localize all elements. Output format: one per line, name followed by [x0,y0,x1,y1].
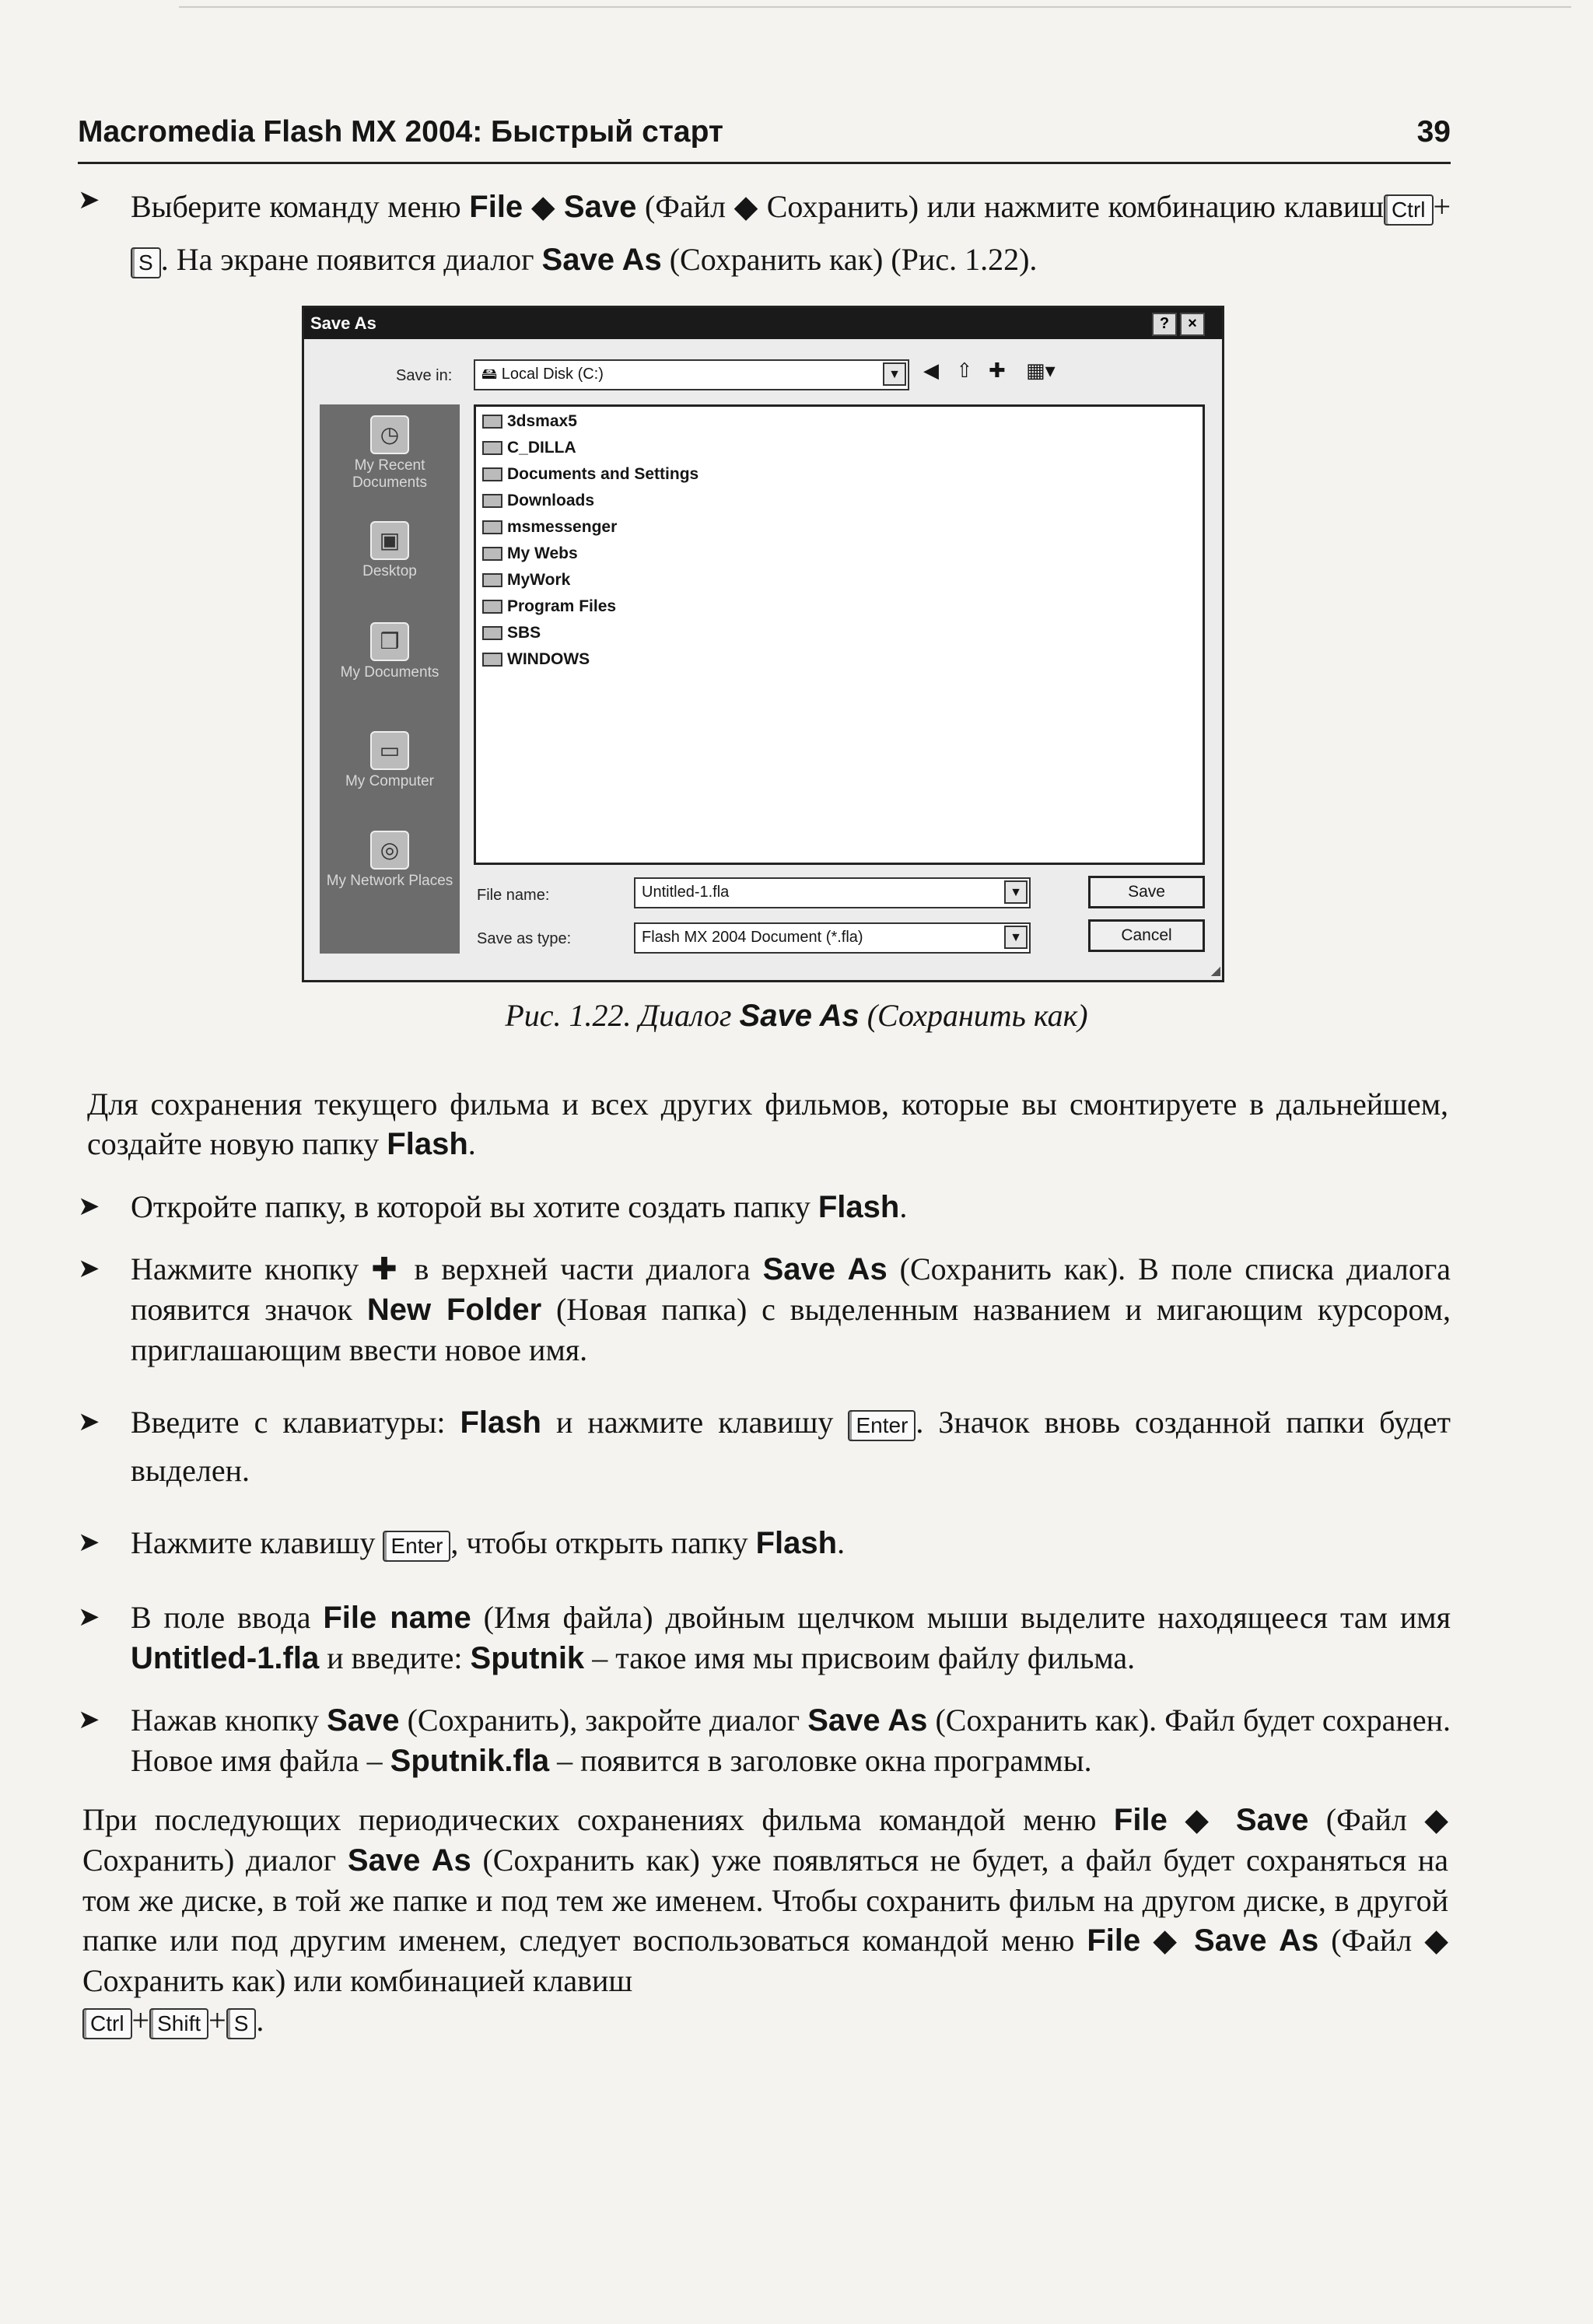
bullet-arrow-icon: ➤ [78,186,100,215]
place-my-computer[interactable]: ▭ My Computer [320,731,460,790]
folder-icon [482,441,502,455]
back-icon[interactable]: ◀ [923,359,939,382]
save-type-label: Save as type: [477,930,572,947]
recent-documents-icon: ◷ [370,415,409,454]
intro-bullet [78,180,1451,277]
file-list[interactable] [474,404,1205,865]
list-item[interactable]: 3dsmax5 [482,410,577,433]
diamond-icon: ◆ [1424,1802,1449,1837]
list-item[interactable]: Documents and Settings [482,463,698,486]
page-header [78,115,1451,164]
bullet-text: В поле ввода File name (Имя файла) двойным щелчком мыши выделите находящееся там имя Untitled-1.fla и введите: Sputnik – такое имя мы присвоим файлу фильма. [131,1600,1451,1675]
save-as-dialog [302,306,1224,982]
folder-icon [482,415,502,429]
bullet-text: Введите с клавиатуры: Flash и нажмите клавишу Enter . Значок вновь созданной папки будет выделен. [131,1405,1451,1488]
chevron-down-icon[interactable]: ▼ [1004,926,1028,949]
folder-icon [482,626,502,640]
list-item[interactable]: C_DILLA [482,436,576,460]
folder-icon [482,600,502,614]
intro-bullet-text: Выберите команду меню File ◆ Save (Файл ◆ Сохранить) или нажмите комбинацию клавиш Ctrl +S . На экране появится диалог Save As (Сохранить как) (Рис. 1.22). [131,189,1451,277]
bullet-arrow-icon: ➤ [78,1528,100,1557]
cancel-button[interactable]: Cancel [1088,919,1205,952]
list-item[interactable]: MyWork [482,569,570,592]
diamond-icon: ◆ [1185,1802,1219,1837]
diamond-icon: ◆ [1424,1923,1449,1958]
list-item[interactable]: Downloads [482,489,594,513]
diamond-icon: ◆ [733,189,759,224]
place-desktop[interactable]: ▣ Desktop [320,521,460,580]
page-number: 39 [1416,115,1451,149]
key-shift: Shift [149,2008,208,2039]
folder-icon [482,520,502,534]
desktop-icon: ▣ [370,521,409,560]
key-enter: Enter [848,1410,916,1441]
key-ctrl: Ctrl [1384,194,1434,226]
save-button[interactable]: Save [1088,876,1205,908]
bullet-arrow-icon: ➤ [78,1408,100,1437]
new-folder-icon: ✚ [371,1251,402,1286]
chevron-down-icon[interactable]: ▼ [883,362,906,386]
paragraph-1: Для сохранения текущего фильма и всех других фильмов, которые вы смонтируете в дальнейшем, создайте новую папку Flash. [87,1087,1448,1161]
bullet-arrow-icon: ➤ [78,1192,100,1221]
figure-caption: Рис. 1.22. Диалог Save As (Сохранить как) [505,998,1088,1033]
bullet-arrow-icon: ➤ [78,1255,100,1283]
bullet-text: Откройте папку, в которой вы хотите создать папку Flash. [131,1189,908,1224]
running-title: Macromedia Flash MX 2004: Быстрый старт [78,115,723,149]
view-menu-icon[interactable]: ▦▾ [1026,359,1056,382]
dialog-titlebar [304,308,1222,339]
drive-icon: 🖴 [481,366,502,383]
save-in-label: Save in: [396,367,453,384]
bullet-text: Нажав кнопку Save (Сохранить), закройте диалог Save As (Сохранить как). Файл будет сохранен. Новое имя файла – Sputnik.fla – появится в заголовке окна программы. [131,1703,1451,1778]
place-recent[interactable]: ◷ My Recent Documents [320,415,460,492]
bullet-text: Нажмите клавишу Enter , чтобы открыть папку Flash. [131,1525,846,1560]
resize-grip-icon[interactable]: ◢ [1210,964,1220,978]
list-item[interactable]: WINDOWS [482,648,590,671]
place-my-documents[interactable]: ❒ My Documents [320,622,460,681]
dialog-title: Save As [310,313,376,333]
diamond-icon: ◆ [530,189,556,224]
new-folder-icon[interactable]: ✚ [989,359,1006,382]
folder-icon [482,653,502,667]
diamond-icon: ◆ [1153,1923,1182,1958]
folder-icon [482,573,502,587]
bullet-arrow-icon: ➤ [78,1706,100,1734]
chevron-down-icon[interactable]: ▼ [1004,880,1028,904]
bullet-text: Нажмите кнопку ✚ в верхней части диалога Save As (Сохранить как). В поле списка диалога появится значок New Folder (Новая папка) с выделенным названием и мигающим курсором, приглашающим ввести новое имя. [131,1251,1451,1367]
place-network[interactable]: ◎ My Network Places [320,831,460,890]
key-s: S [131,247,161,278]
top-rule [179,6,1571,8]
save-type-dropdown[interactable]: Flash MX 2004 Document (*.fla) ▼ [634,922,1031,954]
list-item[interactable]: My Webs [482,542,578,565]
bullet-arrow-icon: ➤ [78,1603,100,1632]
folder-icon [482,547,502,561]
list-item[interactable]: SBS [482,621,541,645]
key-enter: Enter [383,1531,450,1562]
file-name-input[interactable]: Untitled-1.fla ▼ [634,877,1031,908]
places-bar [320,404,460,954]
paragraph-2: При последующих периодических сохранениях фильма командой меню File ◆ Save (Файл ◆ Сохранить) диалог Save As (Сохранить как) уже появляться не будет, а файл будет сохраняться на том же диске, в той же папке и под тем же именем. Чтобы сохранить фильм на другом диске, в другой папке или под другим именем, следует воспользоваться командой меню File ◆ Save As (Файл ◆ Сохранить как) или комбинацией клавиш Ctrl + Shift + S . [82,1802,1449,2038]
key-s: S [226,2008,257,2039]
help-button[interactable]: ? [1152,313,1177,336]
folder-icon [482,494,502,508]
file-name-label: File name: [477,887,550,904]
my-computer-icon: ▭ [370,731,409,770]
key-ctrl: Ctrl [82,2008,132,2039]
close-button[interactable]: × [1180,313,1205,336]
up-folder-icon[interactable]: ⇧ [956,359,973,382]
my-documents-icon: ❒ [370,622,409,661]
folder-icon [482,467,502,481]
save-in-dropdown[interactable]: 🖴 Local Disk (C:) ▼ [474,359,909,390]
list-item[interactable]: msmessenger [482,516,617,539]
list-item[interactable]: Program Files [482,595,616,618]
network-places-icon: ◎ [370,831,409,870]
